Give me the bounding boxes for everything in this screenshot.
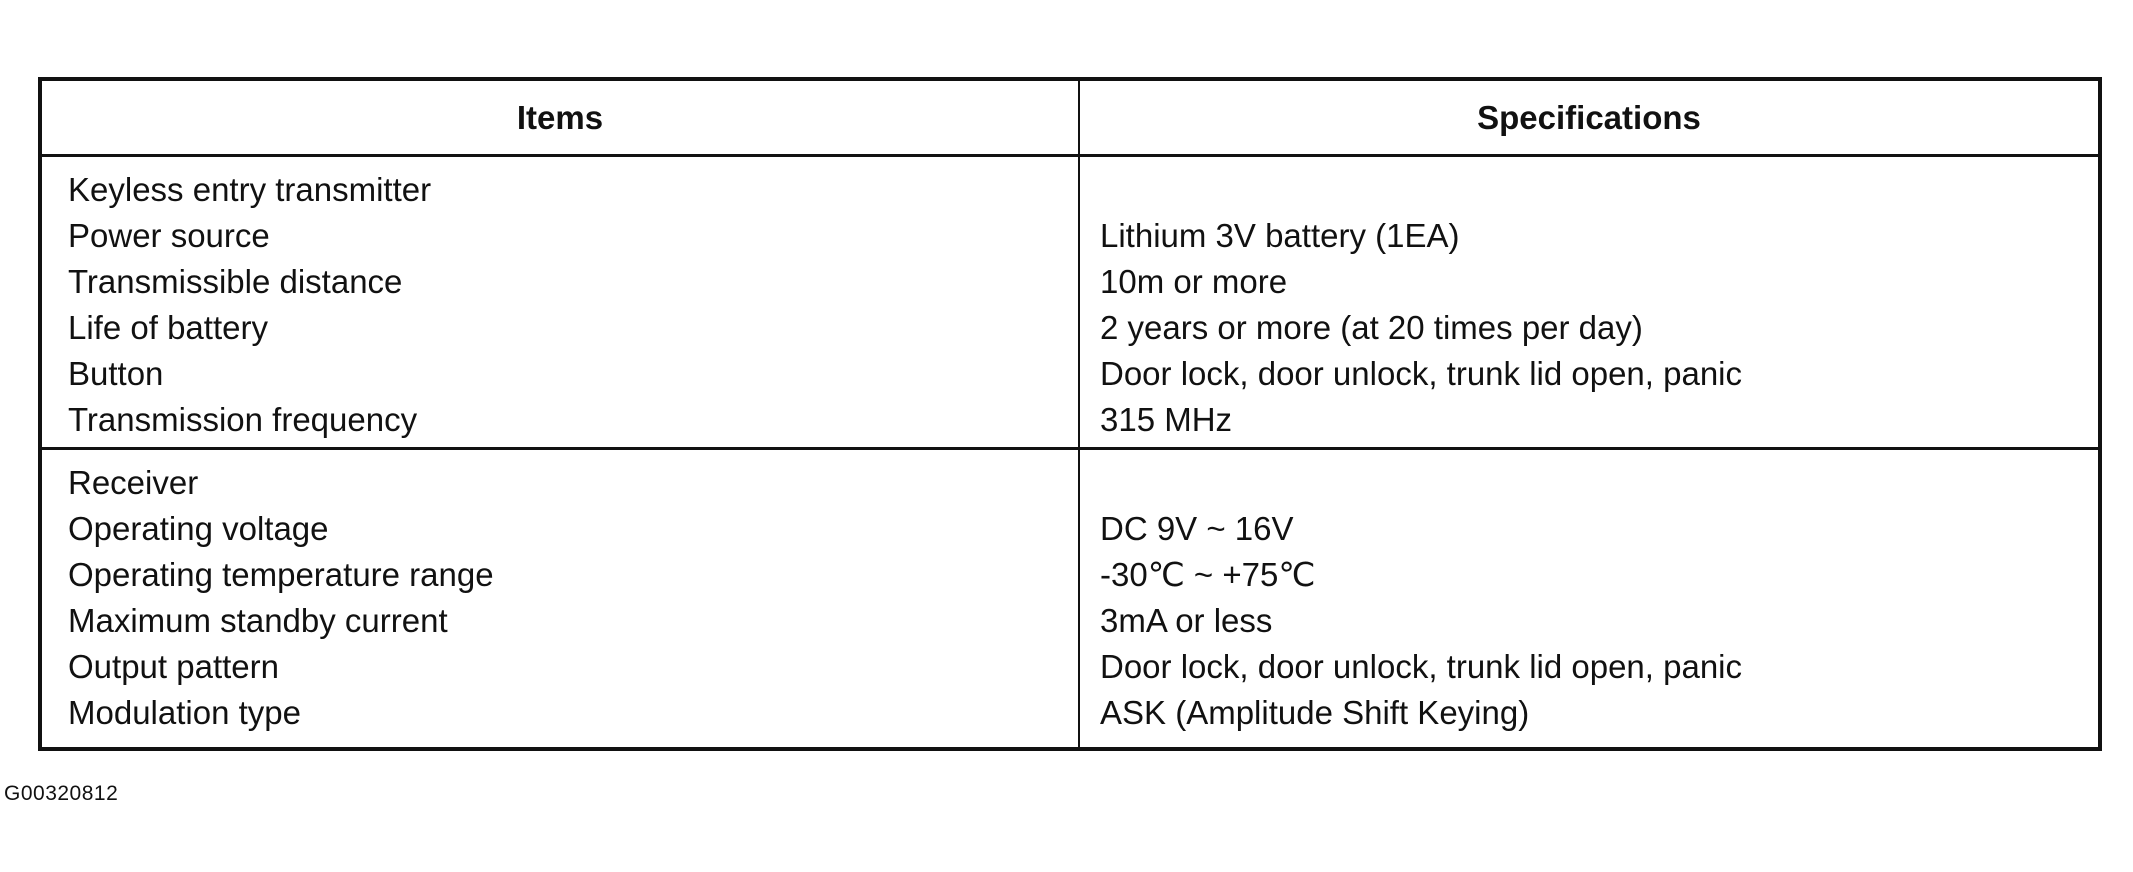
- column-header-specifications: Specifications: [1477, 98, 1701, 136]
- item-label: Operating voltage: [68, 510, 329, 547]
- table-row: [42, 644, 2098, 690]
- item-label: Life of battery: [68, 309, 268, 346]
- table-row: [42, 690, 2098, 736]
- table-row: [42, 598, 2098, 644]
- item-label: Output pattern: [68, 648, 279, 685]
- group-title-row: [42, 460, 2098, 506]
- group-title: Keyless entry transmitter: [68, 171, 432, 208]
- spec-value: Door lock, door unlock, trunk lid open, panic: [1100, 355, 1743, 392]
- header-divider: [42, 154, 2098, 157]
- figure-code: G00320812: [4, 782, 119, 805]
- table-row: [42, 213, 2098, 259]
- spec-value: 315 MHz: [1100, 401, 1233, 438]
- spec-value: DC 9V ~ 16V: [1100, 510, 1294, 547]
- item-label: Button: [68, 355, 164, 392]
- column-header-items: Items: [516, 98, 604, 136]
- item-label: Modulation type: [68, 694, 301, 731]
- item-label: Transmissible distance: [68, 263, 403, 300]
- item-label: Transmission frequency: [68, 401, 418, 438]
- item-label: Power source: [68, 217, 270, 254]
- item-label: Operating temperature range: [68, 556, 494, 593]
- group-keyless-entry-transmitter: [42, 167, 2098, 443]
- spec-value: 3mA or less: [1100, 602, 1273, 639]
- group-divider: [42, 447, 2098, 450]
- group-title-row: [42, 167, 2098, 213]
- table-row: [42, 259, 2098, 305]
- table-row: [42, 397, 2098, 443]
- spec-value: 10m or more: [1100, 263, 1288, 300]
- item-label: Maximum standby current: [68, 602, 448, 639]
- spec-value: -30℃ ~ +75℃: [1100, 556, 1316, 593]
- table-row: [42, 552, 2098, 598]
- spec-value: 2 years or more (at 20 times per day): [1100, 309, 1643, 346]
- group-receiver: [42, 460, 2098, 736]
- table-row: [42, 506, 2098, 552]
- specifications-table: [38, 77, 2102, 751]
- spec-value: ASK (Amplitude Shift Keying): [1100, 694, 1530, 731]
- spec-value: Lithium 3V battery (1EA): [1100, 217, 1460, 254]
- group-title: Receiver: [68, 464, 199, 501]
- table-row: [42, 305, 2098, 351]
- table-row: [42, 351, 2098, 397]
- spec-value: Door lock, door unlock, trunk lid open, panic: [1100, 648, 1743, 685]
